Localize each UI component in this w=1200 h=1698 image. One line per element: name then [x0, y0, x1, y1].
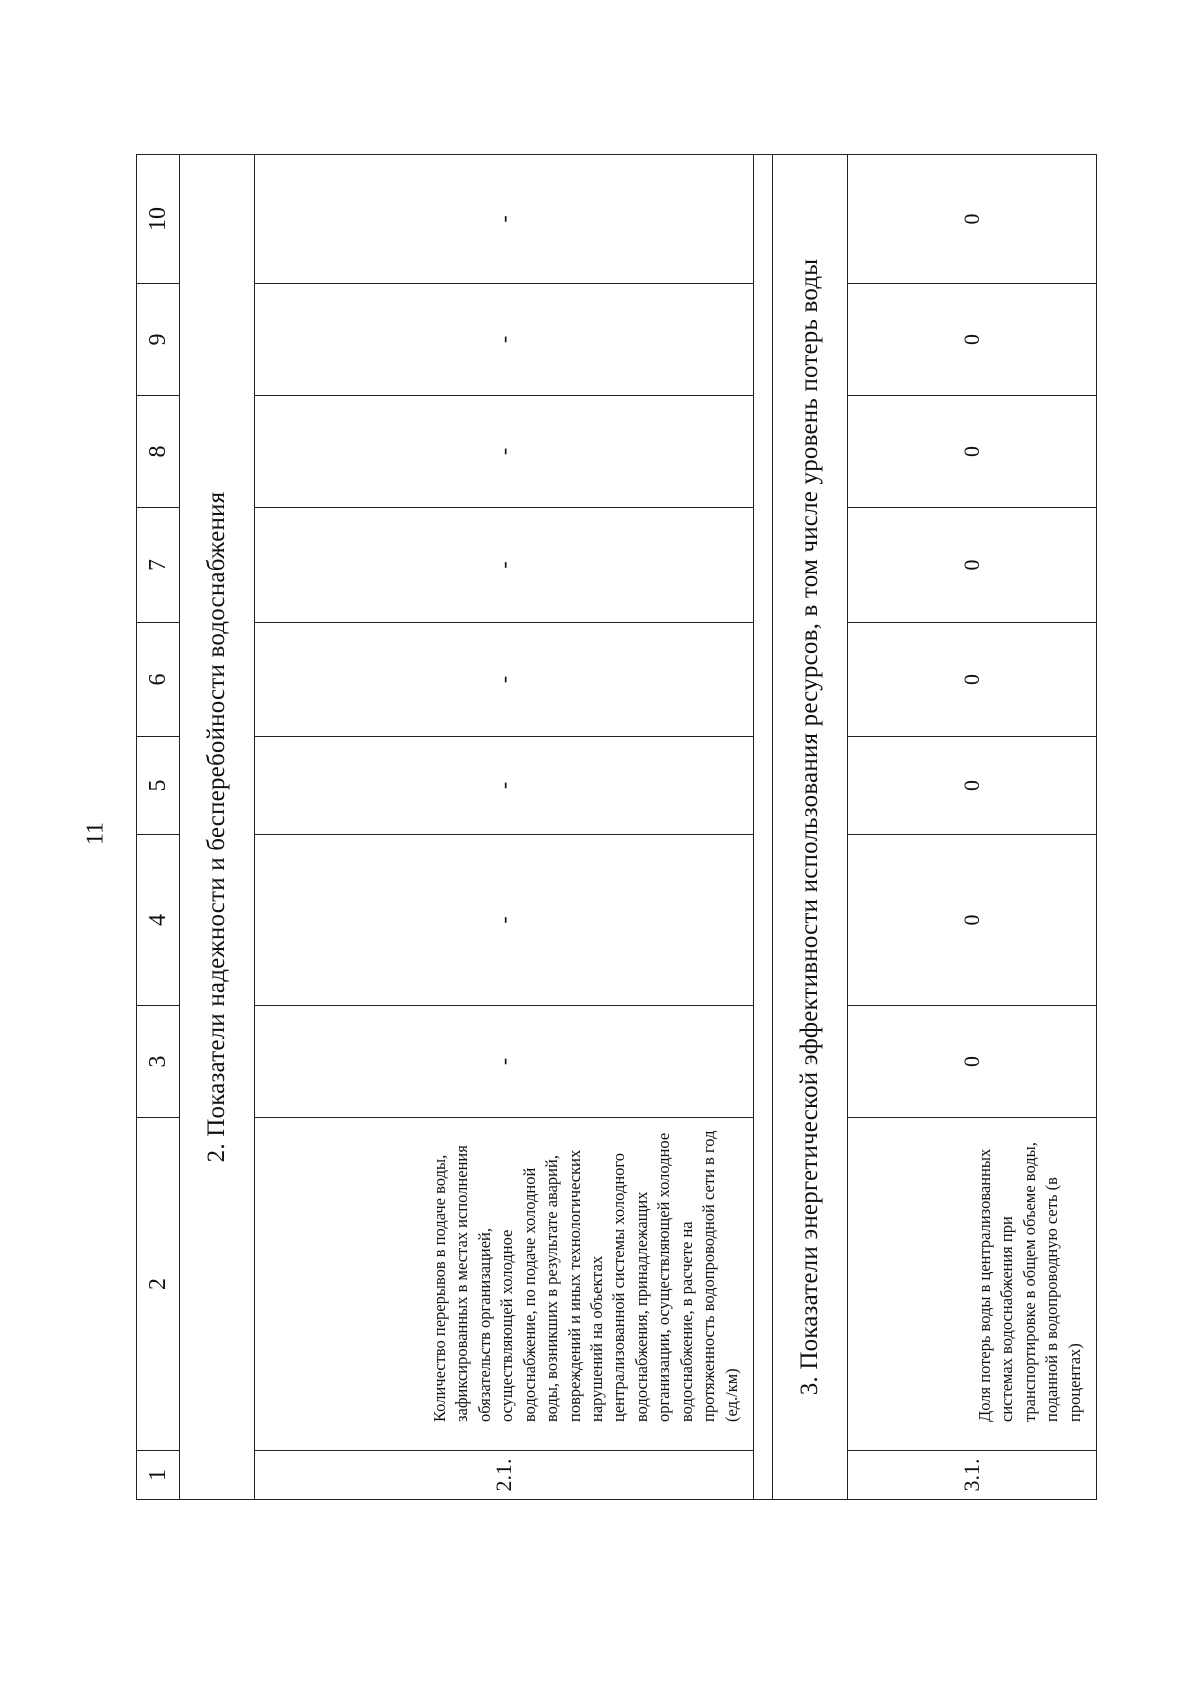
- value-cell: 0: [848, 155, 1097, 284]
- value-cell: -: [255, 737, 754, 835]
- header-row: [137, 155, 180, 1500]
- row-number: 2.1.: [255, 1451, 754, 1500]
- header-cell: 6: [137, 623, 180, 737]
- value-cell: 0: [848, 508, 1097, 623]
- section-2-heading-row: [180, 155, 255, 1500]
- header-cell: 9: [137, 284, 180, 396]
- page-number: 11: [82, 821, 109, 846]
- value-cell: -: [255, 396, 754, 508]
- rotated-table-wrapper: [136, 155, 1084, 1500]
- section-3-title: 3. Показатели энергетической эффективности использования ресурсов, в том числе уровень потерь воды: [773, 155, 848, 1500]
- header-cell: 7: [137, 508, 180, 623]
- table-row-2-1: [255, 155, 754, 1500]
- header-cell: 10: [137, 155, 180, 284]
- value-cell: -: [255, 155, 754, 284]
- header-cell: 2: [137, 1118, 180, 1451]
- spacer-row: [754, 155, 773, 1500]
- row-description: Доля потерь воды в централизованных системах водоснабжения при транспортировке в общем объеме воды, поданной в водопроводную сеть (в процентах): [848, 1118, 1097, 1451]
- header-cell: 3: [137, 1006, 180, 1118]
- section-3-heading-row: [773, 155, 848, 1500]
- row-number: 3.1.: [848, 1451, 1097, 1500]
- header-cell: 5: [137, 737, 180, 835]
- value-cell: -: [255, 835, 754, 1006]
- value-cell: 0: [848, 1006, 1097, 1118]
- value-cell: -: [255, 508, 754, 623]
- value-cell: -: [255, 284, 754, 396]
- value-cell: 0: [848, 284, 1097, 396]
- value-cell: -: [255, 623, 754, 737]
- header-cell: 1: [137, 1451, 180, 1500]
- value-cell: -: [255, 1006, 754, 1118]
- table-row-3-1: [848, 155, 1097, 1500]
- value-cell: 0: [848, 396, 1097, 508]
- section-2-title: 2. Показатели надежности и бесперебойности водоснабжения: [180, 155, 255, 1500]
- header-cell: 4: [137, 835, 180, 1006]
- row-description: Количество перерывов в подаче воды, зафиксированных в местах исполнения обязательств организацией, осуществляющей холодное водоснабжение, по подаче холодной воды, возникших в результате аварий, повреждений и иных технологических нарушений на объектах централизованной системы холодного водоснабжения, принадлежащих организации, осуществляющей холодное водоснабжение, в расчете на протяженность водопроводной сети в год (ед./км): [255, 1118, 754, 1451]
- spacer-cell: [754, 155, 773, 1500]
- value-cell: 0: [848, 737, 1097, 835]
- header-cell: 8: [137, 396, 180, 508]
- value-cell: 0: [848, 623, 1097, 737]
- value-cell: 0: [848, 835, 1097, 1006]
- indicators-table: [136, 154, 1097, 1500]
